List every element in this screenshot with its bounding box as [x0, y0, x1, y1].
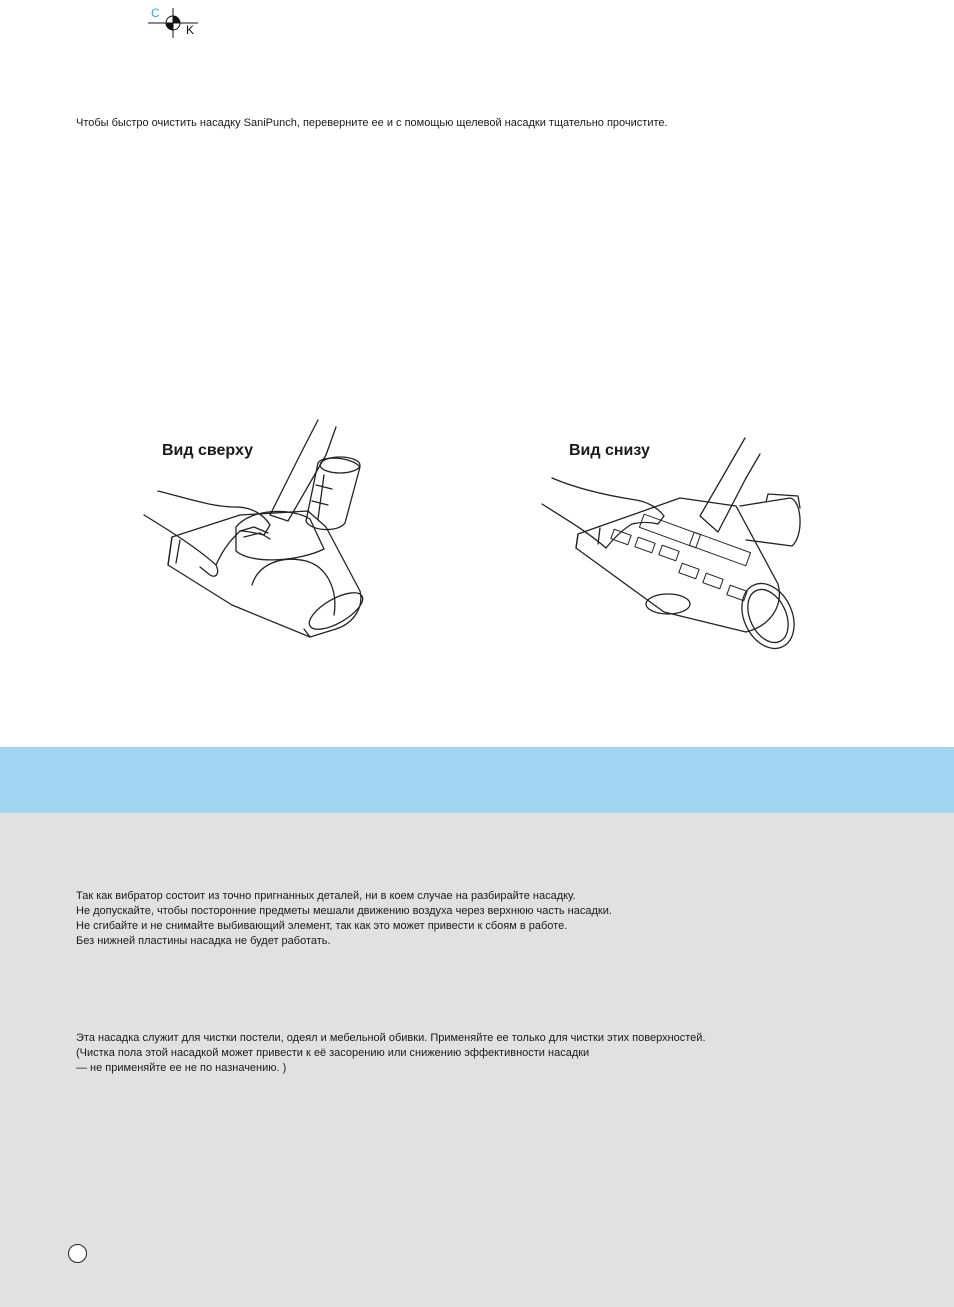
- caution-line: Без нижней пластины насадка не будет работать.: [76, 935, 331, 947]
- section-header-band: [0, 747, 954, 813]
- note-line: — не применяйте ее не по назначению. ): [76, 1062, 287, 1074]
- page-number-circle: [68, 1244, 87, 1263]
- caution-line: Так как вибратор состоит из точно пригнанных деталей, ни в коем случае на разбирайте насадку.: [76, 890, 576, 902]
- bottom-view-illustration: [540, 436, 810, 656]
- caution-line: Не сгибайте и не снимайте выбивающий элемент, так как это может привести к сбоям в работе.: [76, 920, 568, 932]
- note-line: Эта насадка служит для чистки постели, одеял и мебельной обивки. Применяйте ее только для чистки этих поверхностей.: [76, 1032, 706, 1044]
- registration-c-label: C: [151, 6, 160, 20]
- bottom-view-label: Вид снизу: [569, 442, 650, 459]
- caution-text: [76, 889, 612, 949]
- top-view-illustration: [140, 415, 380, 645]
- note-text: [76, 1031, 706, 1076]
- intro-text: Чтобы быстро очистить насадку SaniPunch, переверните ее и с помощью щелевой насадки тщательно прочистите.: [76, 117, 668, 129]
- note-line: (Чистка пола этой насадкой может привести к её засорению или снижению эффективности насадки: [76, 1047, 590, 1059]
- top-view-label: Вид сверху: [162, 442, 253, 459]
- registration-k-label: K: [186, 23, 195, 37]
- caution-line: Не допускайте, чтобы посторонние предметы мешали движению воздуха через верхнюю часть насадки.: [76, 905, 612, 917]
